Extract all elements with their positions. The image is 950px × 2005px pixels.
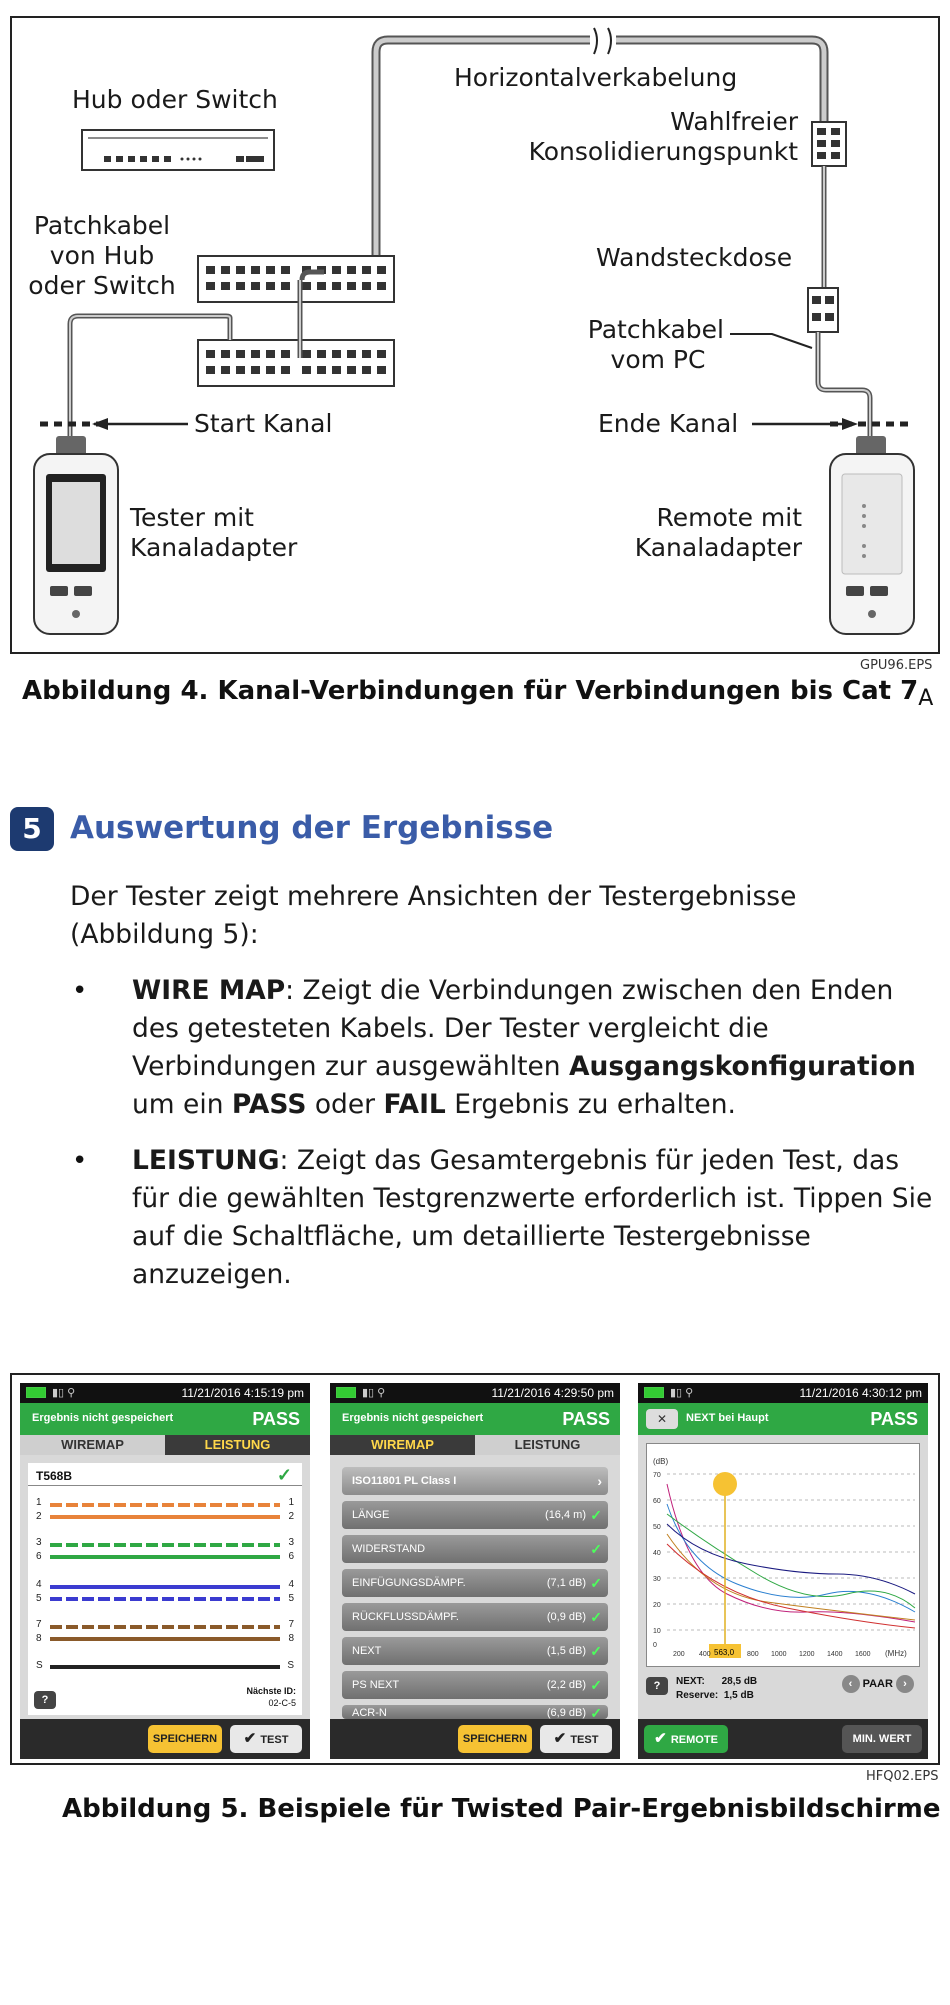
label-remote-2: Kanaladapter bbox=[634, 533, 802, 562]
patch-port bbox=[236, 282, 245, 290]
patch-port bbox=[221, 350, 230, 358]
pin-label: 8 bbox=[288, 1633, 294, 1644]
patch-port bbox=[332, 266, 341, 274]
bullet-1-text-a: : Zeigt die Verbindungen zwischen den Enden des getesteten Kabels. Der Tester vergleicht die Verbindungen zur ausgewählten bbox=[132, 975, 894, 1082]
pin-label: 2 bbox=[36, 1511, 42, 1522]
item-label: ISO11801 PL Class I bbox=[352, 1475, 457, 1487]
patch-port bbox=[266, 366, 275, 374]
pin-label: 1 bbox=[36, 1497, 42, 1508]
label-hub: Hub oder Switch bbox=[72, 85, 278, 114]
item-label: WIDERSTAND bbox=[352, 1543, 426, 1555]
item-value: (16,4 m) bbox=[545, 1509, 586, 1521]
divider bbox=[28, 1485, 302, 1486]
save-status: Ergebnis nicht gespeichert bbox=[342, 1412, 484, 1424]
tab-wiremap[interactable]: WIREMAP bbox=[330, 1435, 475, 1455]
pin-label: 4 bbox=[288, 1579, 294, 1590]
reserve-value: 1,5 dB bbox=[723, 1690, 754, 1701]
patch-port bbox=[377, 282, 386, 290]
check-icon: ✓ bbox=[590, 1609, 602, 1625]
patch-port bbox=[347, 350, 356, 358]
next-id-label: Nächste ID: bbox=[246, 1686, 296, 1696]
next-value: 28,5 dB bbox=[721, 1676, 758, 1687]
result-header bbox=[638, 1403, 928, 1435]
item-value: (0,9 dB) bbox=[546, 1611, 586, 1623]
clock: 11/21/2016 4:15:19 pm bbox=[181, 1386, 304, 1400]
patch-port bbox=[332, 350, 341, 358]
status-bar bbox=[330, 1383, 620, 1403]
test-label: TEST bbox=[570, 1734, 599, 1746]
x-tick: 800 bbox=[747, 1651, 759, 1658]
x-tick: 1400 bbox=[827, 1651, 843, 1658]
tab-leistung[interactable]: LEISTUNG bbox=[475, 1435, 620, 1455]
wire-pair-4-5a bbox=[50, 1585, 280, 1589]
list-item[interactable] bbox=[342, 1569, 608, 1597]
bullet-1-bold-f: FAIL bbox=[383, 1089, 446, 1120]
patch-port bbox=[266, 282, 275, 290]
next-readout bbox=[676, 1675, 757, 1703]
item-value: (6,9 dB) bbox=[546, 1707, 586, 1719]
wire-pair-3-6b bbox=[50, 1555, 280, 1559]
wiring-standard: T568B bbox=[36, 1469, 73, 1483]
bullet-1-term: WIRE MAP bbox=[132, 975, 286, 1006]
battery-icon bbox=[644, 1387, 664, 1398]
min-value-button[interactable]: MIN. WERT bbox=[842, 1725, 922, 1753]
figure-4-caption-text: Abbildung 4. Kanal-Verbindungen für Verbindungen bis Cat 7 bbox=[22, 676, 919, 706]
clock: 11/21/2016 4:30:12 pm bbox=[799, 1386, 922, 1400]
x-axis-unit: (MHz) bbox=[885, 1649, 907, 1658]
label-patch-hub-1: Patchkabel bbox=[33, 211, 171, 240]
tab-bar bbox=[330, 1435, 620, 1455]
label-patch-hub-3: oder Switch bbox=[28, 271, 176, 300]
x-tick: 1200 bbox=[799, 1651, 815, 1658]
patch-port bbox=[332, 282, 341, 290]
label-wall-outlet: Wandsteckdose bbox=[596, 243, 793, 272]
wire-pair-7-8b bbox=[50, 1637, 280, 1641]
remote-label: REMOTE bbox=[670, 1734, 718, 1746]
bullet-leistung bbox=[132, 1142, 942, 1294]
screen-wiremap bbox=[20, 1383, 310, 1759]
list-item[interactable] bbox=[342, 1671, 608, 1699]
next-id bbox=[246, 1685, 296, 1709]
pin-label: 5 bbox=[288, 1593, 294, 1604]
footer-bar bbox=[20, 1719, 310, 1759]
bullet-1-dot: • bbox=[72, 976, 88, 1006]
pin-label: 6 bbox=[288, 1551, 294, 1562]
check-icon: ✓ bbox=[590, 1643, 602, 1659]
wire-pair-3-6a bbox=[50, 1543, 280, 1547]
help-button[interactable]: ? bbox=[34, 1691, 56, 1709]
label-patch-pc-1: Patchkabel bbox=[587, 315, 724, 344]
help-button[interactable]: ? bbox=[646, 1677, 668, 1695]
bullet-1-text-g: Ergebnis zu erhalten. bbox=[445, 1089, 736, 1120]
check-icon: ✓ bbox=[590, 1705, 602, 1719]
next-label: NEXT: bbox=[676, 1676, 705, 1687]
marker-readout: 563,0 bbox=[714, 1648, 735, 1657]
item-label: EINFÜGUNGSDÄMPF. bbox=[352, 1577, 466, 1589]
check-icon: ✓ bbox=[590, 1507, 602, 1523]
figure-4-diagram bbox=[10, 16, 940, 654]
save-status: Ergebnis nicht gespeichert bbox=[32, 1412, 174, 1424]
list-item[interactable] bbox=[342, 1705, 608, 1719]
remote-button[interactable] bbox=[644, 1725, 728, 1753]
x-tick: 400 bbox=[699, 1651, 711, 1658]
label-tester-1: Tester mit bbox=[130, 503, 254, 532]
label-remote-1: Remote mit bbox=[656, 503, 802, 532]
patch-port bbox=[221, 282, 230, 290]
patch-port bbox=[251, 266, 260, 274]
patch-port bbox=[362, 282, 371, 290]
patch-port bbox=[236, 366, 245, 374]
y-tick: 0 bbox=[653, 1642, 657, 1649]
pin-label: S bbox=[287, 1660, 294, 1671]
pin-label: 3 bbox=[36, 1537, 42, 1548]
chevron-right-icon[interactable]: › bbox=[896, 1675, 914, 1693]
patch-port bbox=[347, 366, 356, 374]
screen-performance-list bbox=[330, 1383, 620, 1759]
bullet-1-text-e: oder bbox=[306, 1089, 384, 1120]
figure-4-caption-subscript: A bbox=[918, 686, 934, 711]
list-item[interactable] bbox=[342, 1603, 608, 1631]
patch-port bbox=[302, 366, 311, 374]
bullet-2-text: : Zeigt das Gesamtergebnis für jeden Test, das für die gewählten Testgrenzwerte erforderlich ist. Tippen Sie auf die Schaltfläche, um detaillierte Testergebnisse anzuzeigen. bbox=[132, 1145, 933, 1290]
result-header bbox=[330, 1403, 620, 1435]
patch-port bbox=[377, 366, 386, 374]
check-icon: ✔ bbox=[243, 1730, 261, 1747]
pin-label: 2 bbox=[288, 1511, 294, 1522]
y-tick: 30 bbox=[653, 1576, 661, 1583]
patch-port bbox=[251, 282, 260, 290]
pin-label: 7 bbox=[288, 1619, 294, 1630]
patch-port bbox=[377, 266, 386, 274]
patch-port bbox=[236, 266, 245, 274]
y-tick: 50 bbox=[653, 1524, 661, 1531]
patch-port bbox=[281, 366, 290, 374]
patch-port bbox=[206, 350, 215, 358]
item-label: RÜCKFLUSSDÄMPF. bbox=[352, 1611, 459, 1623]
label-consolidation-1: Wahlfreier bbox=[670, 107, 798, 136]
save-button[interactable]: SPEICHERN bbox=[148, 1725, 222, 1753]
figure-4-caption bbox=[22, 676, 933, 711]
clock: 11/21/2016 4:29:50 pm bbox=[491, 1386, 614, 1400]
item-label: ACR-N bbox=[352, 1707, 387, 1719]
patch-port bbox=[302, 350, 311, 358]
pin-label: 1 bbox=[288, 1497, 294, 1508]
bullet-1-text-c: um ein bbox=[132, 1089, 232, 1120]
bullet-2-term: LEISTUNG bbox=[132, 1145, 280, 1176]
figure-5-caption: Abbildung 5. Beispiele für Twisted Pair-Ergebnisbildschirme bbox=[62, 1794, 941, 1824]
patch-port bbox=[266, 266, 275, 274]
patch-port bbox=[281, 266, 290, 274]
list-item[interactable] bbox=[342, 1535, 608, 1563]
plot-title: NEXT bei Haupt bbox=[686, 1412, 769, 1424]
battery-icon bbox=[26, 1387, 46, 1398]
test-result-list bbox=[338, 1463, 612, 1719]
bullet-2-dot: • bbox=[72, 1146, 88, 1176]
patch-port bbox=[266, 350, 275, 358]
y-axis-unit: (dB) bbox=[653, 1457, 669, 1466]
reserve-label: Reserve: bbox=[676, 1690, 719, 1701]
pin-label: S bbox=[36, 1660, 43, 1671]
section-title: Auswertung der Ergebnisse bbox=[70, 810, 554, 846]
x-tick: 200 bbox=[673, 1651, 685, 1658]
patch-port bbox=[317, 350, 326, 358]
section-intro: Der Tester zeigt mehrere Ansichten der Testergebnisse (Abbildung 5): bbox=[70, 881, 797, 950]
check-icon: ✓ bbox=[590, 1541, 602, 1557]
screen-next-plot bbox=[638, 1383, 928, 1759]
test-label: TEST bbox=[260, 1734, 289, 1746]
pin-label: 7 bbox=[36, 1619, 42, 1630]
label-start-channel: Start Kanal bbox=[194, 409, 333, 438]
figure-4-file-ref: GPU96.EPS bbox=[860, 658, 933, 673]
status-icons: ▮▯ ⚲ bbox=[52, 1387, 76, 1399]
wire-pair-1-2a bbox=[50, 1503, 280, 1507]
item-label: LÄNGE bbox=[352, 1509, 390, 1521]
list-item[interactable] bbox=[342, 1501, 608, 1529]
patch-port bbox=[251, 350, 260, 358]
bullet-1-bold-d: PASS bbox=[231, 1089, 307, 1120]
status-bar bbox=[20, 1383, 310, 1403]
tab-wiremap[interactable]: WIREMAP bbox=[20, 1435, 165, 1455]
bullet-wire-map bbox=[132, 972, 942, 1124]
y-tick: 60 bbox=[653, 1498, 661, 1505]
pass-label: PASS bbox=[252, 1409, 300, 1429]
bullet-1-bold-b: Ausgangskonfiguration bbox=[568, 1051, 916, 1082]
status-icons: ▮▯ ⚲ bbox=[670, 1387, 694, 1399]
item-label: PS NEXT bbox=[352, 1679, 400, 1691]
check-icon: ✔ bbox=[553, 1730, 571, 1747]
pass-label: PASS bbox=[870, 1409, 918, 1429]
section-number-badge: 5 bbox=[10, 807, 54, 851]
battery-icon bbox=[336, 1387, 356, 1398]
figure-5-screens bbox=[10, 1373, 940, 1765]
close-icon: ✕ bbox=[656, 1412, 668, 1426]
pair-label: PAAR bbox=[862, 1678, 893, 1690]
next-plot-svg bbox=[647, 1444, 919, 1666]
footer-bar bbox=[330, 1719, 620, 1759]
chevron-left-icon[interactable]: ‹ bbox=[842, 1675, 860, 1693]
y-tick: 70 bbox=[653, 1472, 661, 1479]
y-tick: 40 bbox=[653, 1550, 661, 1557]
patch-port bbox=[317, 366, 326, 374]
patch-port bbox=[281, 282, 290, 290]
y-tick: 20 bbox=[653, 1602, 661, 1609]
patch-port bbox=[362, 266, 371, 274]
wire-pair-1-2b bbox=[50, 1515, 280, 1519]
patch-port bbox=[206, 366, 215, 374]
wire-shield bbox=[50, 1665, 280, 1669]
patch-port bbox=[206, 266, 215, 274]
pin-label: 5 bbox=[36, 1593, 42, 1604]
check-icon: ✓ bbox=[276, 1465, 292, 1485]
next-graph[interactable] bbox=[646, 1443, 920, 1667]
pin-label: 3 bbox=[288, 1537, 294, 1548]
status-bar bbox=[638, 1383, 928, 1403]
chevron-right-icon: › bbox=[597, 1473, 602, 1489]
item-label: NEXT bbox=[352, 1645, 382, 1657]
pin-label: 6 bbox=[36, 1551, 42, 1562]
wire-pair-7-8a bbox=[50, 1625, 280, 1629]
check-icon: ✓ bbox=[590, 1575, 602, 1591]
pin-label: 8 bbox=[36, 1633, 42, 1644]
test-button[interactable] bbox=[540, 1725, 612, 1753]
check-icon: ✓ bbox=[590, 1677, 602, 1693]
patch-port bbox=[206, 282, 215, 290]
check-icon: ✔ bbox=[654, 1730, 671, 1747]
x-tick: 1000 bbox=[771, 1651, 787, 1658]
label-horizontal-cabling: Horizontalverkabelung bbox=[454, 63, 738, 92]
item-value: (2,2 dB) bbox=[546, 1679, 586, 1691]
x-tick: 1600 bbox=[855, 1651, 871, 1658]
figure-5-file-ref: HFQ02.EPS bbox=[866, 1769, 939, 1784]
save-button[interactable]: SPEICHERN bbox=[458, 1725, 532, 1753]
patch-port bbox=[362, 366, 371, 374]
label-tester-2: Kanaladapter bbox=[130, 533, 298, 562]
label-patch-pc-2: vom PC bbox=[610, 345, 706, 374]
patch-port bbox=[281, 350, 290, 358]
label-consolidation-2: Konsolidierungspunkt bbox=[528, 137, 798, 166]
tab-bar bbox=[20, 1435, 310, 1455]
patch-port bbox=[317, 282, 326, 290]
next-id-value: 02-C-5 bbox=[268, 1698, 296, 1708]
patch-port bbox=[362, 350, 371, 358]
patch-port bbox=[347, 282, 356, 290]
patch-port bbox=[377, 350, 386, 358]
patch-port bbox=[347, 266, 356, 274]
patch-port bbox=[221, 266, 230, 274]
label-end-channel: Ende Kanal bbox=[598, 409, 739, 438]
tab-leistung[interactable]: LEISTUNG bbox=[165, 1435, 310, 1455]
y-tick: 10 bbox=[653, 1628, 661, 1635]
patch-port bbox=[332, 366, 341, 374]
item-value: (1,5 dB) bbox=[546, 1645, 586, 1657]
list-item[interactable] bbox=[342, 1637, 608, 1665]
patch-port bbox=[251, 366, 260, 374]
back-button[interactable] bbox=[646, 1409, 678, 1429]
result-header bbox=[20, 1403, 310, 1435]
patch-port bbox=[236, 350, 245, 358]
test-button[interactable] bbox=[230, 1725, 302, 1753]
patch-port bbox=[302, 282, 311, 290]
wiremap-panel bbox=[28, 1463, 302, 1715]
pin-label: 4 bbox=[36, 1579, 42, 1590]
status-icons: ▮▯ ⚲ bbox=[362, 1387, 386, 1399]
wire-pair-4-5b bbox=[50, 1597, 280, 1601]
list-item-standard[interactable] bbox=[342, 1467, 608, 1495]
patch-port bbox=[221, 366, 230, 374]
pass-label: PASS bbox=[562, 1409, 610, 1429]
item-value: (7,1 dB) bbox=[546, 1577, 586, 1589]
label-patch-hub-2: von Hub bbox=[49, 241, 155, 270]
footer-bar bbox=[638, 1719, 928, 1759]
pair-selector bbox=[842, 1675, 914, 1693]
